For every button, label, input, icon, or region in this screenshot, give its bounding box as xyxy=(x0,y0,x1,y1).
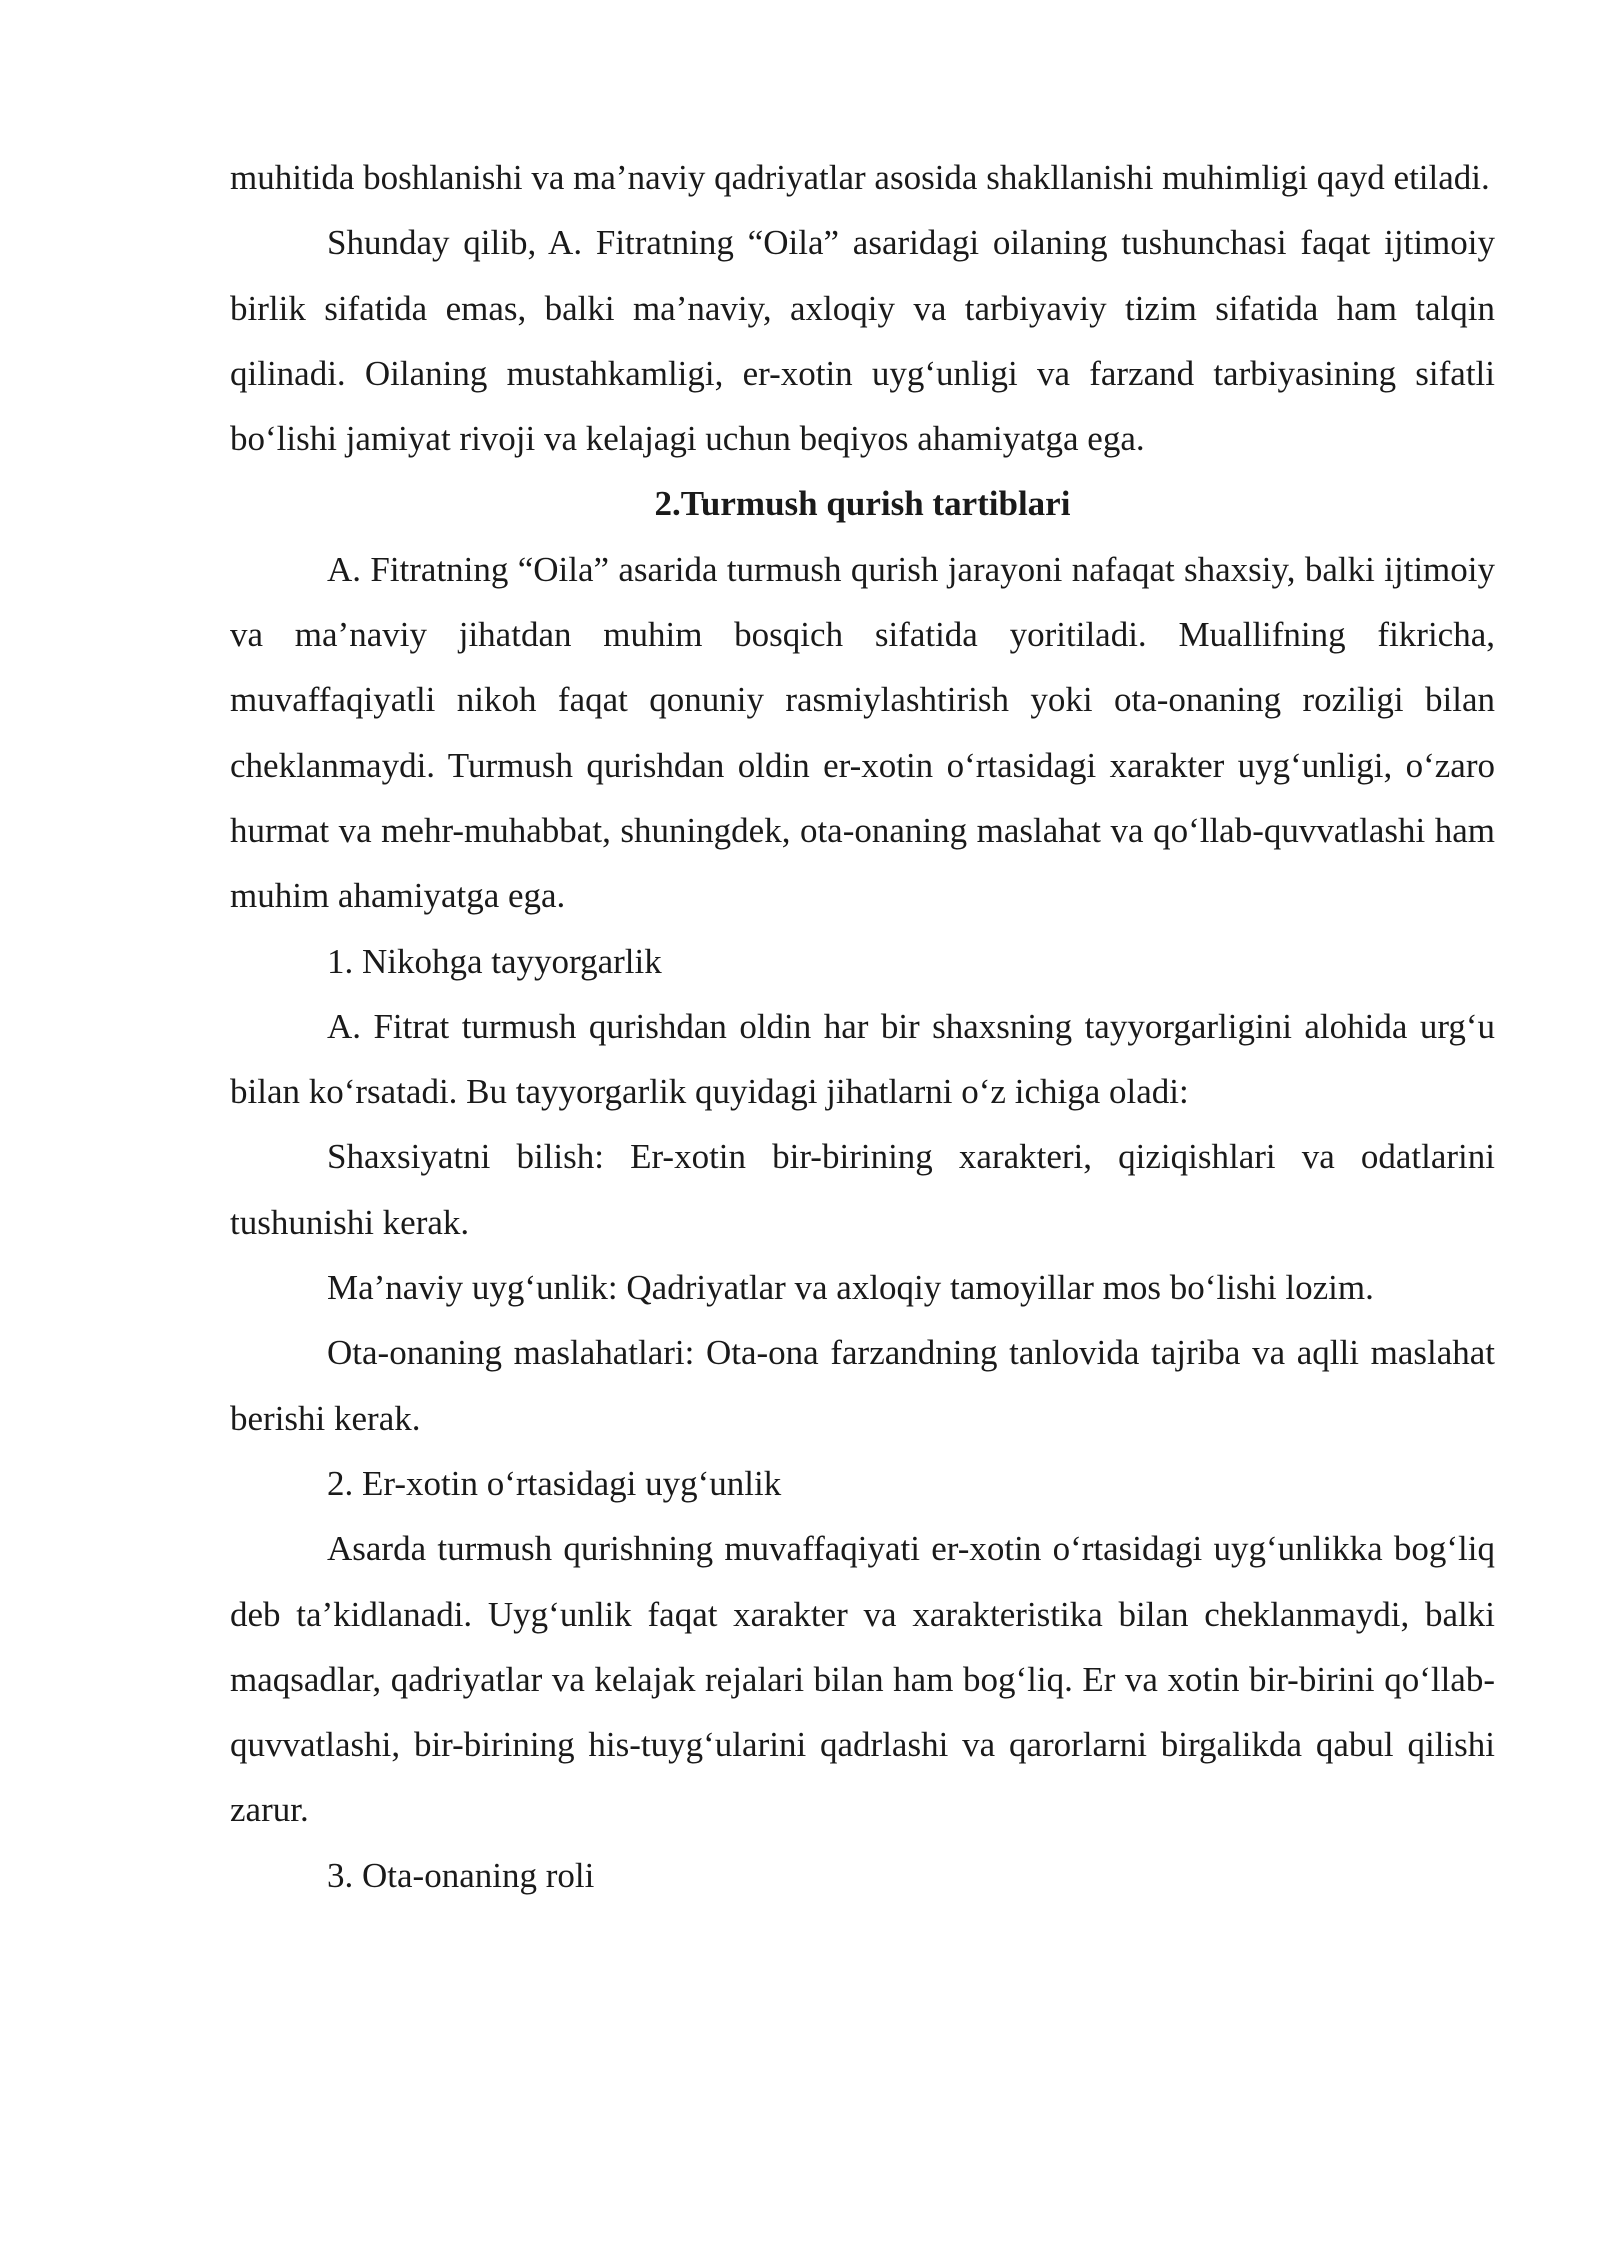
subheading-3: 3. Ota-onaning roli xyxy=(327,1855,595,1895)
section-heading: 2.Turmush qurish tartiblari xyxy=(654,484,1071,524)
subheading-2: 2. Er-xotin o‘rtasidagi uyg‘unlik xyxy=(327,1463,782,1503)
paragraph-intro: A. Fitratning “Oila” asarida turmush qurish jarayoni nafaqat shaxsiy, balki ijtimoiy va ma’naviy jihatdan muhim bosqich sifatida yoritiladi. Muallifning fikricha, muvaffaqiyatli nikoh faqat qonuniy rasmiylashtirish yoki ota-onaning roziligi bilan cheklanmaydi. Turmush qurishdan oldin er-xotin o‘rtasidagi xarakter uyg‘unligi, o‘zaro hurmat va mehr-muhabbat, shuningdek, ota-onaning maslahat va qo‘llab-quvvatlashi ham muhim ahamiyatga ega. xyxy=(230,549,1495,916)
paragraph-continuation: muhitida boshlanishi va ma’naviy qadriyatlar asosida shakllanishi muhimligi qayd etiladi. xyxy=(230,158,1490,197)
paragraph-conclusion: Shunday qilib, A. Fitratning “Oila” asaridagi oilaning tushunchasi faqat ijtimoiy birlik sifatida emas, balki ma’naviy, axloqiy va tarbiyaviy tizim sifatida ham talqin qilinadi. Oilaning mustahkamligi, er-xotin uyg‘unligi va farzand tarbiyasining sifatli bo‘lishi jamiyat rivoji va kelajagi uchun beqiyos ahamiyatga ega. xyxy=(230,223,1495,459)
paragraph-preparation: A. Fitrat turmush qurishdan oldin har bir shaxsning tayyorgarligini alohida urg‘u bilan ko‘rsatadi. Bu tayyorgarlik quyidagi jihatlarni o‘z ichiga oladi: xyxy=(230,1006,1495,1112)
paragraph-spiritual: Ma’naviy uyg‘unlik: Qadriyatlar va axloqiy tamoyillar mos bo‘lishi lozim. xyxy=(327,1268,1374,1308)
paragraph-harmony: Asarda turmush qurishning muvaffaqiyati er-xotin o‘rtasidagi uyg‘unlikka bog‘liq deb ta’kidlanadi. Uyg‘unlik faqat xarakter va xarakteristika bilan cheklanmaydi, balki maqsadlar, qadriyatlar va kelajak rejalari bilan ham bog‘liq. Er va xotin bir-birini qo‘llab-quvvatlashi, bir-birining his-tuyg‘ularini qadrlashi va qarorlarni birgalikda qabul qilishi zarur. xyxy=(230,1529,1495,1830)
paragraph-parents-advice: Ota-onaning maslahatlari: Ota-ona farzandning tanlovida tajriba va aqlli maslahat berishi kerak. xyxy=(230,1333,1495,1438)
subheading-1: 1. Nikohga tayyorgarlik xyxy=(327,941,662,981)
document-page xyxy=(230,145,1495,1908)
paragraph-personality: Shaxsiyatni bilish: Er-xotin bir-birining xarakteri, qiziqishlari va odatlarini tushunishi kerak. xyxy=(230,1137,1495,1242)
